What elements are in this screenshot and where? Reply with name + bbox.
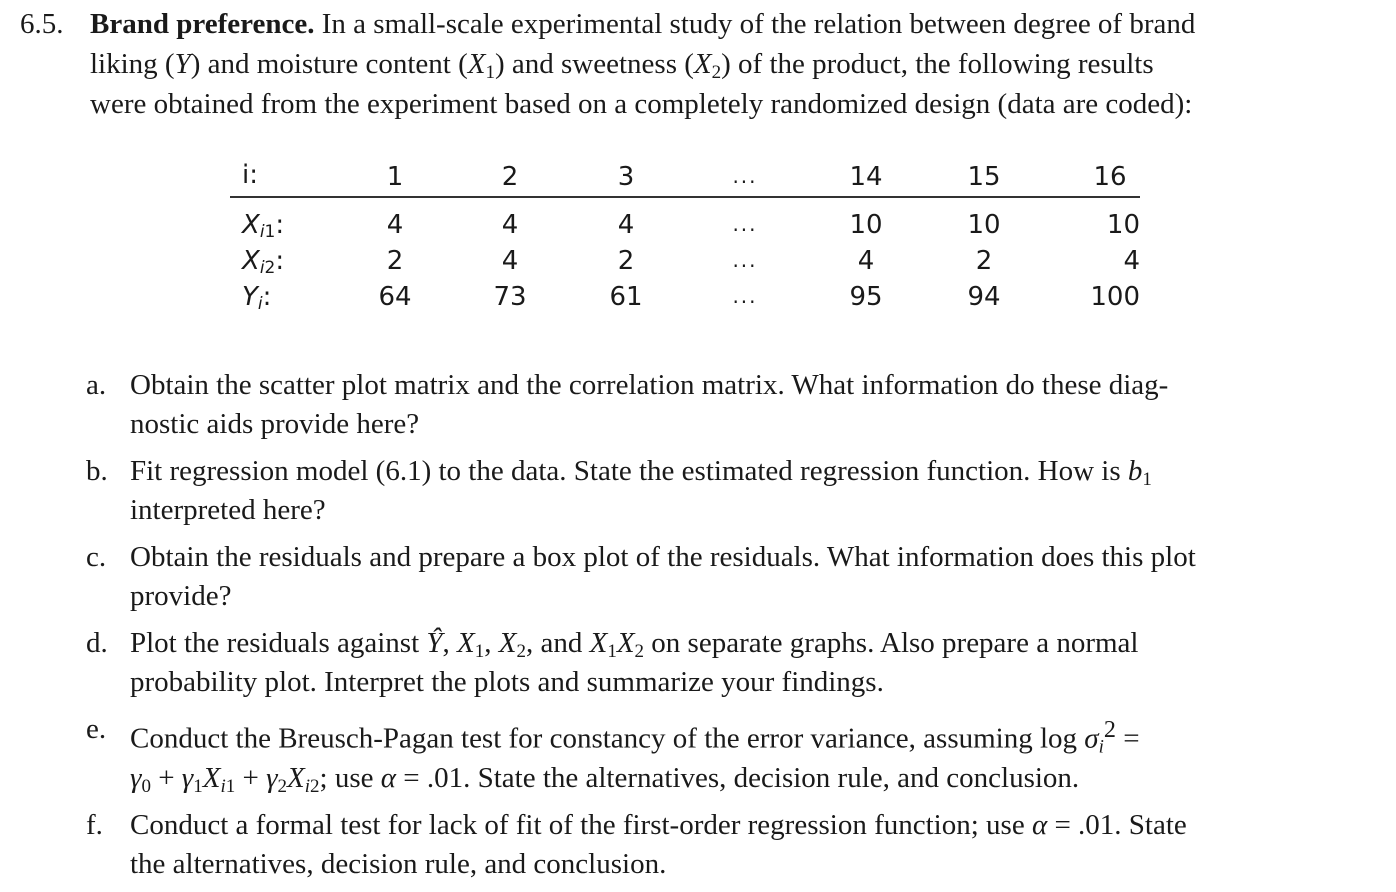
- part-line: Obtain the scatter plot matrix and the correlation matrix. What information do these diag-: [130, 369, 1169, 401]
- data-table: [230, 158, 1150, 314]
- part-line: Conduct a formal test for lack of fit of the first-order regression function; use α = .01. State: [130, 808, 1187, 841]
- header-col-2: 2: [501, 162, 519, 192]
- cell: 2: [975, 246, 993, 276]
- part-line: probability plot. Interpret the plots and summarize your findings.: [130, 666, 884, 698]
- part-c: [86, 538, 1296, 616]
- cell: 95: [849, 282, 883, 312]
- header-col-14: 14: [849, 162, 883, 192]
- intro-line-1: In a small-scale experimental study of the relation between degree of brand: [321, 8, 1196, 40]
- part-letter: b.: [86, 455, 108, 487]
- row-label-x2: $X_{i2}$:: [242, 246, 285, 278]
- part-line: Conduct the Breusch-Pagan test for constancy of the error variance, assuming $\log \sigma_i^2$ =: [130, 716, 1140, 758]
- part-line: Plot the residuals against Ŷ, $X_1$, $X_2$, and $X_1X_2$ on separate graphs. Also prepare a normal: [130, 627, 1139, 662]
- ellipsis: ...: [732, 212, 758, 236]
- problem-number: 6.5.: [20, 8, 64, 40]
- header-col-3: 3: [617, 162, 635, 192]
- cell: 73: [493, 282, 527, 312]
- header-col-1: 1: [386, 162, 404, 192]
- part-line: Fit regression model (6.1) to the data. State the estimated regression function. How is $b_1$: [130, 455, 1152, 490]
- cell: 61: [609, 282, 643, 312]
- cell: 10: [1106, 210, 1140, 240]
- problem-parts: [86, 366, 1296, 892]
- header-col-15: 15: [967, 162, 1001, 192]
- problem-intro: [20, 4, 1320, 124]
- cell: 2: [386, 246, 404, 276]
- cell: 64: [378, 282, 412, 312]
- part-letter: f.: [86, 808, 103, 841]
- part-letter: c.: [86, 541, 107, 573]
- part-d: [86, 624, 1296, 702]
- part-a: [86, 366, 1296, 444]
- cell: 10: [967, 210, 1001, 240]
- part-line: $\gamma_0 + \gamma_1X_{i1} + \gamma_2X_{i2}$; use α = .01. State the alternatives, decision rule, and conclusion.: [130, 761, 1080, 797]
- table-header-row: [230, 158, 1150, 198]
- part-letter: d.: [86, 627, 108, 659]
- table-body: [230, 198, 1150, 314]
- cell: 100: [1090, 282, 1140, 312]
- part-line: provide?: [130, 580, 232, 612]
- part-letter: a.: [86, 369, 107, 401]
- cell: 4: [1123, 246, 1140, 276]
- table-row: [230, 242, 1150, 278]
- problem-title: Brand preference.: [90, 8, 315, 40]
- part-e: [86, 710, 1296, 798]
- row-label-y: $Y_i$:: [242, 282, 272, 314]
- header-ellipsis: ...: [732, 164, 758, 188]
- table-row: [230, 278, 1150, 314]
- cell: 4: [857, 246, 875, 276]
- table-row: [230, 206, 1150, 242]
- part-line: interpreted here?: [130, 494, 326, 526]
- row-label-x1: $X_{i1}$:: [242, 210, 285, 242]
- intro-line-2: liking (Y) and moisture content $(X_1)$ and sweetness $(X_2)$ of the product, the following results: [90, 48, 1154, 83]
- part-line: Obtain the residuals and prepare a box plot of the residuals. What information does this plot: [130, 541, 1196, 573]
- cell: 4: [501, 210, 519, 240]
- part-line: nostic aids provide here?: [130, 408, 420, 440]
- intro-line-3: were obtained from the experiment based on a completely randomized design (data are coded):: [90, 88, 1193, 120]
- header-col-16: 16: [1093, 162, 1127, 192]
- cell: 2: [617, 246, 635, 276]
- ellipsis: ...: [732, 284, 758, 308]
- cell: 94: [967, 282, 1001, 312]
- ellipsis: ...: [732, 248, 758, 272]
- cell: 4: [386, 210, 404, 240]
- part-letter: e.: [86, 713, 107, 745]
- part-b: [86, 452, 1296, 530]
- cell: 10: [849, 210, 883, 240]
- part-line: the alternatives, decision rule, and conclusion.: [130, 847, 667, 880]
- part-f: [86, 806, 1296, 884]
- cell: 4: [617, 210, 635, 240]
- problem-statement: [20, 4, 1320, 124]
- header-label: i:: [242, 160, 258, 190]
- cell: 4: [501, 246, 519, 276]
